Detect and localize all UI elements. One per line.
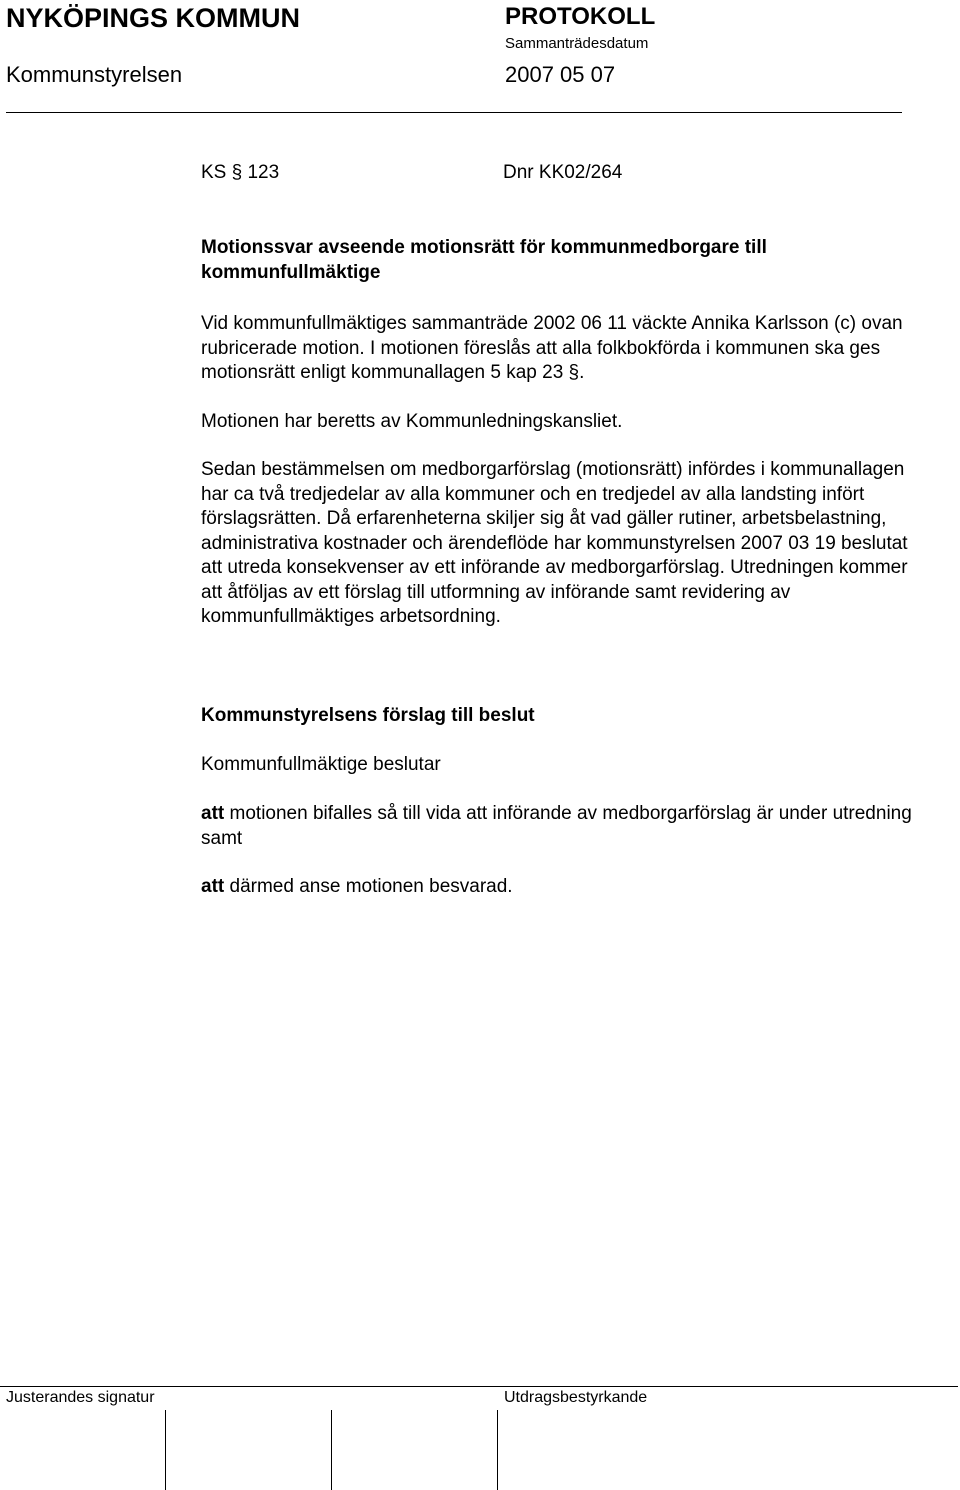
meeting-date-label: Sammanträdesdatum <box>505 35 649 52</box>
document-type: PROTOKOLL <box>505 3 656 30</box>
signature-box-divider <box>165 1410 166 1490</box>
proposal-heading: Kommunstyrelsens förslag till beslut <box>201 705 535 726</box>
signature-label: Justerandes signatur <box>6 1389 155 1406</box>
registration-number: Dnr KK02/264 <box>503 162 623 183</box>
organization-name: NYKÖPINGS KOMMUN <box>6 3 301 33</box>
preparation-paragraph: Motionen har beretts av Kommunledningskansliet. <box>201 411 623 432</box>
background-paragraph: Vid kommunfullmäktiges sammanträde 2002 06 11 väckte Annika Karlsson (c) ovan rubricerade motion. I motionen föreslås att alla folkbokförda i kommunen ska ges motionsrätt enligt kommunallagen 5 kap 23 §. <box>201 313 903 383</box>
signature-box-divider <box>331 1410 332 1490</box>
att-keyword: att <box>201 803 225 824</box>
governing-body: Kommunstyrelsen <box>6 62 183 87</box>
decision-item <box>201 875 921 900</box>
assessment-paragraph: Sedan bestämmelsen om medborgarförslag (motionsrätt) infördes i kommunallagen har ca två tredjedelar av alla kommuner och en tredjedel av alla landsting infört förslagsrätten. Då erfarenheterna skiljer sig åt vad gäller rutiner, arbetsbelastning, administrativa kostnader och ärendeflöde har kommunstyrelsen 2007 03 19 beslutat att utreda konsekvenser av ett införande av medborgarförslag. Utredningen kommer att åtföljas av ett förslag till utformning av införande samt revidering av kommunfullmäktiges arbetsordning. <box>201 459 908 627</box>
decision-text: därmed anse motionen besvarad. <box>229 876 513 897</box>
case-number: KS § 123 <box>201 162 280 183</box>
matter-title: Motionssvar avseende motionsrätt för kommunmedborgare till kommunfullmäktige <box>201 237 767 283</box>
decision-item <box>201 802 921 851</box>
signature-box-divider <box>497 1410 498 1490</box>
extract-certification-label: Utdragsbestyrkande <box>504 1389 648 1406</box>
att-keyword: att <box>201 876 225 897</box>
header-divider <box>6 112 902 113</box>
meeting-date: 2007 05 07 <box>505 62 616 87</box>
footer-divider <box>0 1386 958 1387</box>
decision-text: motionen bifalles så till vida att införande av medborgarförslag är under utredning samt <box>201 803 912 849</box>
decision-intro: Kommunfullmäktige beslutar <box>201 754 441 775</box>
